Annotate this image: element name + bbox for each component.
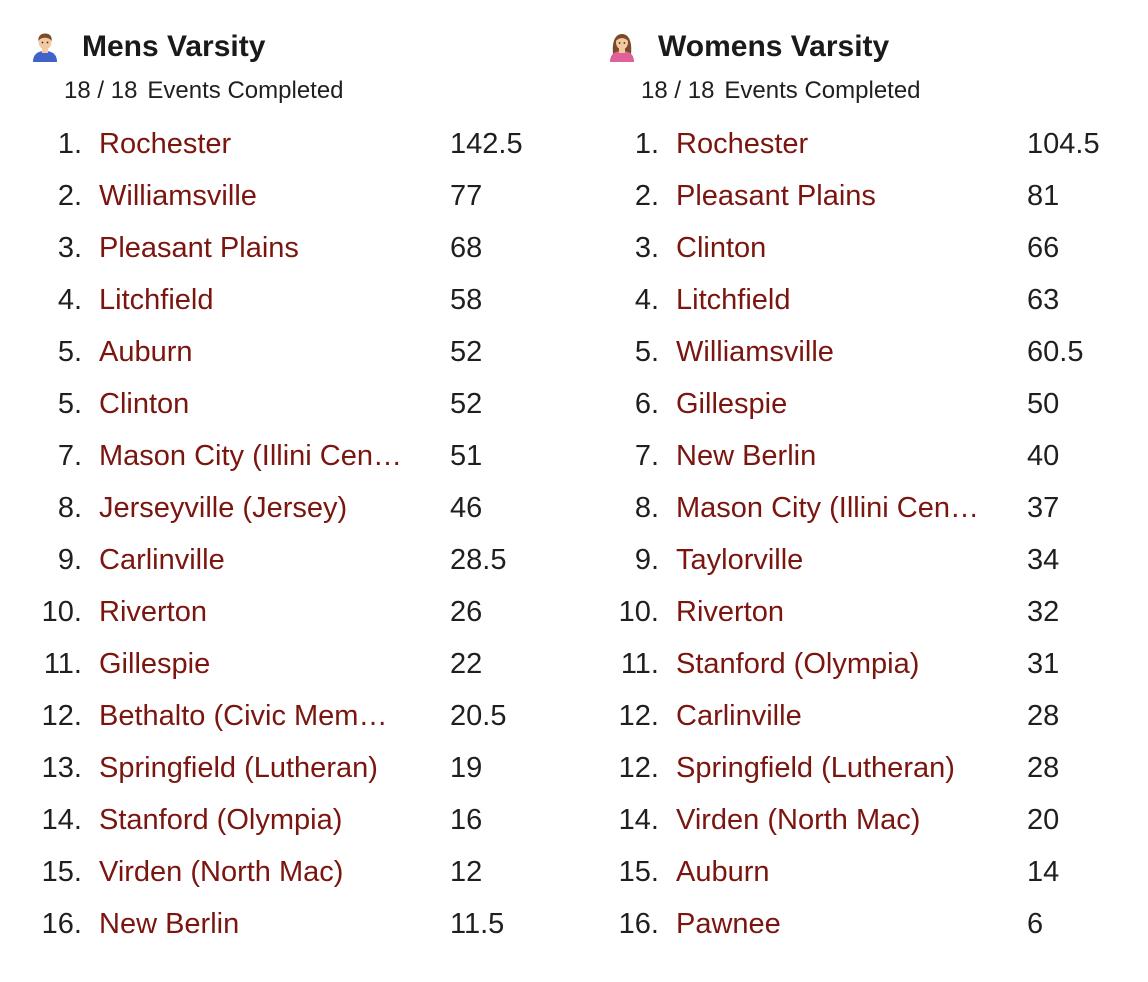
standings-row [577,690,1148,742]
team-link[interactable]: Virden (North Mac) [676,804,921,836]
rank-number: 4. [57,284,82,316]
rank-number: 16. [618,908,659,940]
rank-number: 9. [57,544,82,576]
team-score: 37 [1027,492,1060,524]
standings-row [0,794,575,846]
rank-number: 7. [57,440,82,472]
standings-row [577,534,1148,586]
team-score: 60.5 [1027,336,1084,368]
team-link[interactable]: Pleasant Plains [676,180,876,212]
team-link[interactable]: Clinton [99,388,190,420]
team-score: 81 [1027,180,1060,212]
man-emoji-icon [30,32,60,62]
team-score: 51 [450,440,483,472]
standings-row [577,638,1148,690]
team-score: 14 [1027,856,1060,888]
team-score: 31 [1027,648,1060,680]
standings-row [577,430,1148,482]
rank-number: 11. [620,648,659,680]
rank-number: 3. [634,232,659,264]
rank-number: 3. [57,232,82,264]
standings-row [577,482,1148,534]
team-link[interactable]: Clinton [676,232,767,264]
standings-row [0,118,575,170]
standings-row [577,846,1148,898]
team-score: 40 [1027,440,1060,472]
team-link[interactable]: Gillespie [676,388,788,420]
team-link[interactable]: Springfield (Lutheran) [676,752,955,784]
team-score: 20 [1027,804,1060,836]
team-score: 19 [450,752,483,784]
panel-title: Mens Varsity [82,30,266,63]
events-completed-label: Events Completed [147,77,344,104]
rank-number: 12. [618,752,659,784]
standings-row [577,586,1148,638]
standings-row [0,898,575,950]
team-link[interactable]: Bethalto (Civic Mem… [99,700,388,732]
team-score: 46 [450,492,483,524]
team-link[interactable]: Virden (North Mac) [99,856,344,888]
rank-number: 14. [618,804,659,836]
standings-row [0,326,575,378]
team-link[interactable]: New Berlin [676,440,817,472]
team-link[interactable]: Springfield (Lutheran) [99,752,378,784]
standings-row [0,846,575,898]
standings-row [0,742,575,794]
team-link[interactable]: Carlinville [676,700,802,732]
rank-number: 4. [634,284,659,316]
team-score: 26 [450,596,483,628]
team-link[interactable]: Auburn [676,856,770,888]
team-score: 50 [1027,388,1060,420]
rank-number: 15. [618,856,659,888]
rank-number: 16. [41,908,82,940]
standings-row [0,222,575,274]
rank-number: 5. [57,388,82,420]
rank-number: 1. [57,128,82,160]
standings-row [0,534,575,586]
team-score: 68 [450,232,483,264]
standings-row [0,482,575,534]
standings-row [577,326,1148,378]
mens-standings-list [0,118,575,950]
team-score: 104.5 [1027,128,1100,160]
team-score: 28 [1027,752,1060,784]
standings-row [577,118,1148,170]
team-score: 63 [1027,284,1060,316]
standings-row [0,378,575,430]
standings-row [0,274,575,326]
rank-number: 7. [634,440,659,472]
rank-number: 14. [41,804,82,836]
events-completed [641,76,921,106]
team-link[interactable]: Riverton [99,596,207,628]
team-score: 12 [450,856,483,888]
events-total-count: 18 [687,77,715,104]
team-score: 34 [1027,544,1060,576]
standings-row [577,794,1148,846]
team-link[interactable]: Rochester [676,128,809,160]
womens-varsity-header [577,28,1148,68]
rank-number: 8. [634,492,659,524]
team-score: 58 [450,284,483,316]
events-separator: / [674,77,682,104]
woman-emoji-icon [607,32,637,62]
rank-number: 5. [634,336,659,368]
rank-number: 10. [618,596,659,628]
team-score: 32 [1027,596,1060,628]
team-score: 66 [1027,232,1060,264]
standings-row [577,274,1148,326]
team-score: 28 [1027,700,1060,732]
team-link[interactable]: Litchfield [676,284,791,316]
team-link[interactable]: Williamsville [676,336,834,368]
events-completed-count: 18 [64,77,91,104]
standings-row [0,586,575,638]
rank-number: 2. [634,180,659,212]
rank-number: 15. [41,856,82,888]
team-link[interactable]: Jerseyville (Jersey) [99,492,348,524]
team-score: 52 [450,336,483,368]
rank-number: 10. [41,596,82,628]
standings-row [0,170,575,222]
rank-number: 8. [57,492,82,524]
team-link[interactable]: Litchfield [99,284,214,316]
rank-number: 12. [618,700,659,732]
standings-row [577,898,1148,950]
team-score: 28.5 [450,544,507,576]
team-score: 77 [450,180,483,212]
standings-row [577,170,1148,222]
team-link[interactable]: Mason City (Illini Cen… [676,492,979,524]
team-link[interactable]: Stanford (Olympia) [676,648,920,680]
rank-number: 13. [41,752,82,784]
team-score: 52 [450,388,483,420]
rank-number: 12. [41,700,82,732]
womens-standings-list [577,118,1148,950]
team-score: 11.5 [450,908,505,940]
events-completed-label: Events Completed [724,77,921,104]
team-link[interactable]: Taylorville [676,544,804,576]
rank-number: 5. [57,336,82,368]
team-score: 6 [1027,908,1044,940]
rank-number: 11. [43,648,82,680]
team-link[interactable]: New Berlin [99,908,240,940]
team-link[interactable]: Gillespie [99,648,211,680]
team-link[interactable]: Carlinville [99,544,225,576]
standings-row [0,690,575,742]
standings-row [0,430,575,482]
team-score: 22 [450,648,483,680]
team-score: 16 [450,804,483,836]
team-link[interactable]: Williamsville [99,180,257,212]
team-score: 20.5 [450,700,507,732]
team-score: 142.5 [450,128,523,160]
events-completed [64,76,344,106]
rank-number: 6. [634,388,659,420]
rank-number: 1. [634,128,659,160]
team-link[interactable]: Riverton [676,596,784,628]
team-link[interactable]: Pawnee [676,908,781,940]
team-link[interactable]: Mason City (Illini Cen… [99,440,402,472]
womens-varsity-panel [577,0,1148,982]
mens-varsity-header [0,28,575,68]
panel-title: Womens Varsity [658,30,890,63]
team-link[interactable]: Auburn [99,336,193,368]
rank-number: 9. [634,544,659,576]
standings-row [577,222,1148,274]
events-separator: / [97,77,105,104]
rank-number: 2. [57,180,82,212]
team-link[interactable]: Rochester [99,128,232,160]
team-link[interactable]: Pleasant Plains [99,232,299,264]
standings-row [577,742,1148,794]
events-total-count: 18 [110,77,138,104]
standings-row [0,638,575,690]
events-completed-count: 18 [641,77,668,104]
team-link[interactable]: Stanford (Olympia) [99,804,343,836]
standings-row [577,378,1148,430]
